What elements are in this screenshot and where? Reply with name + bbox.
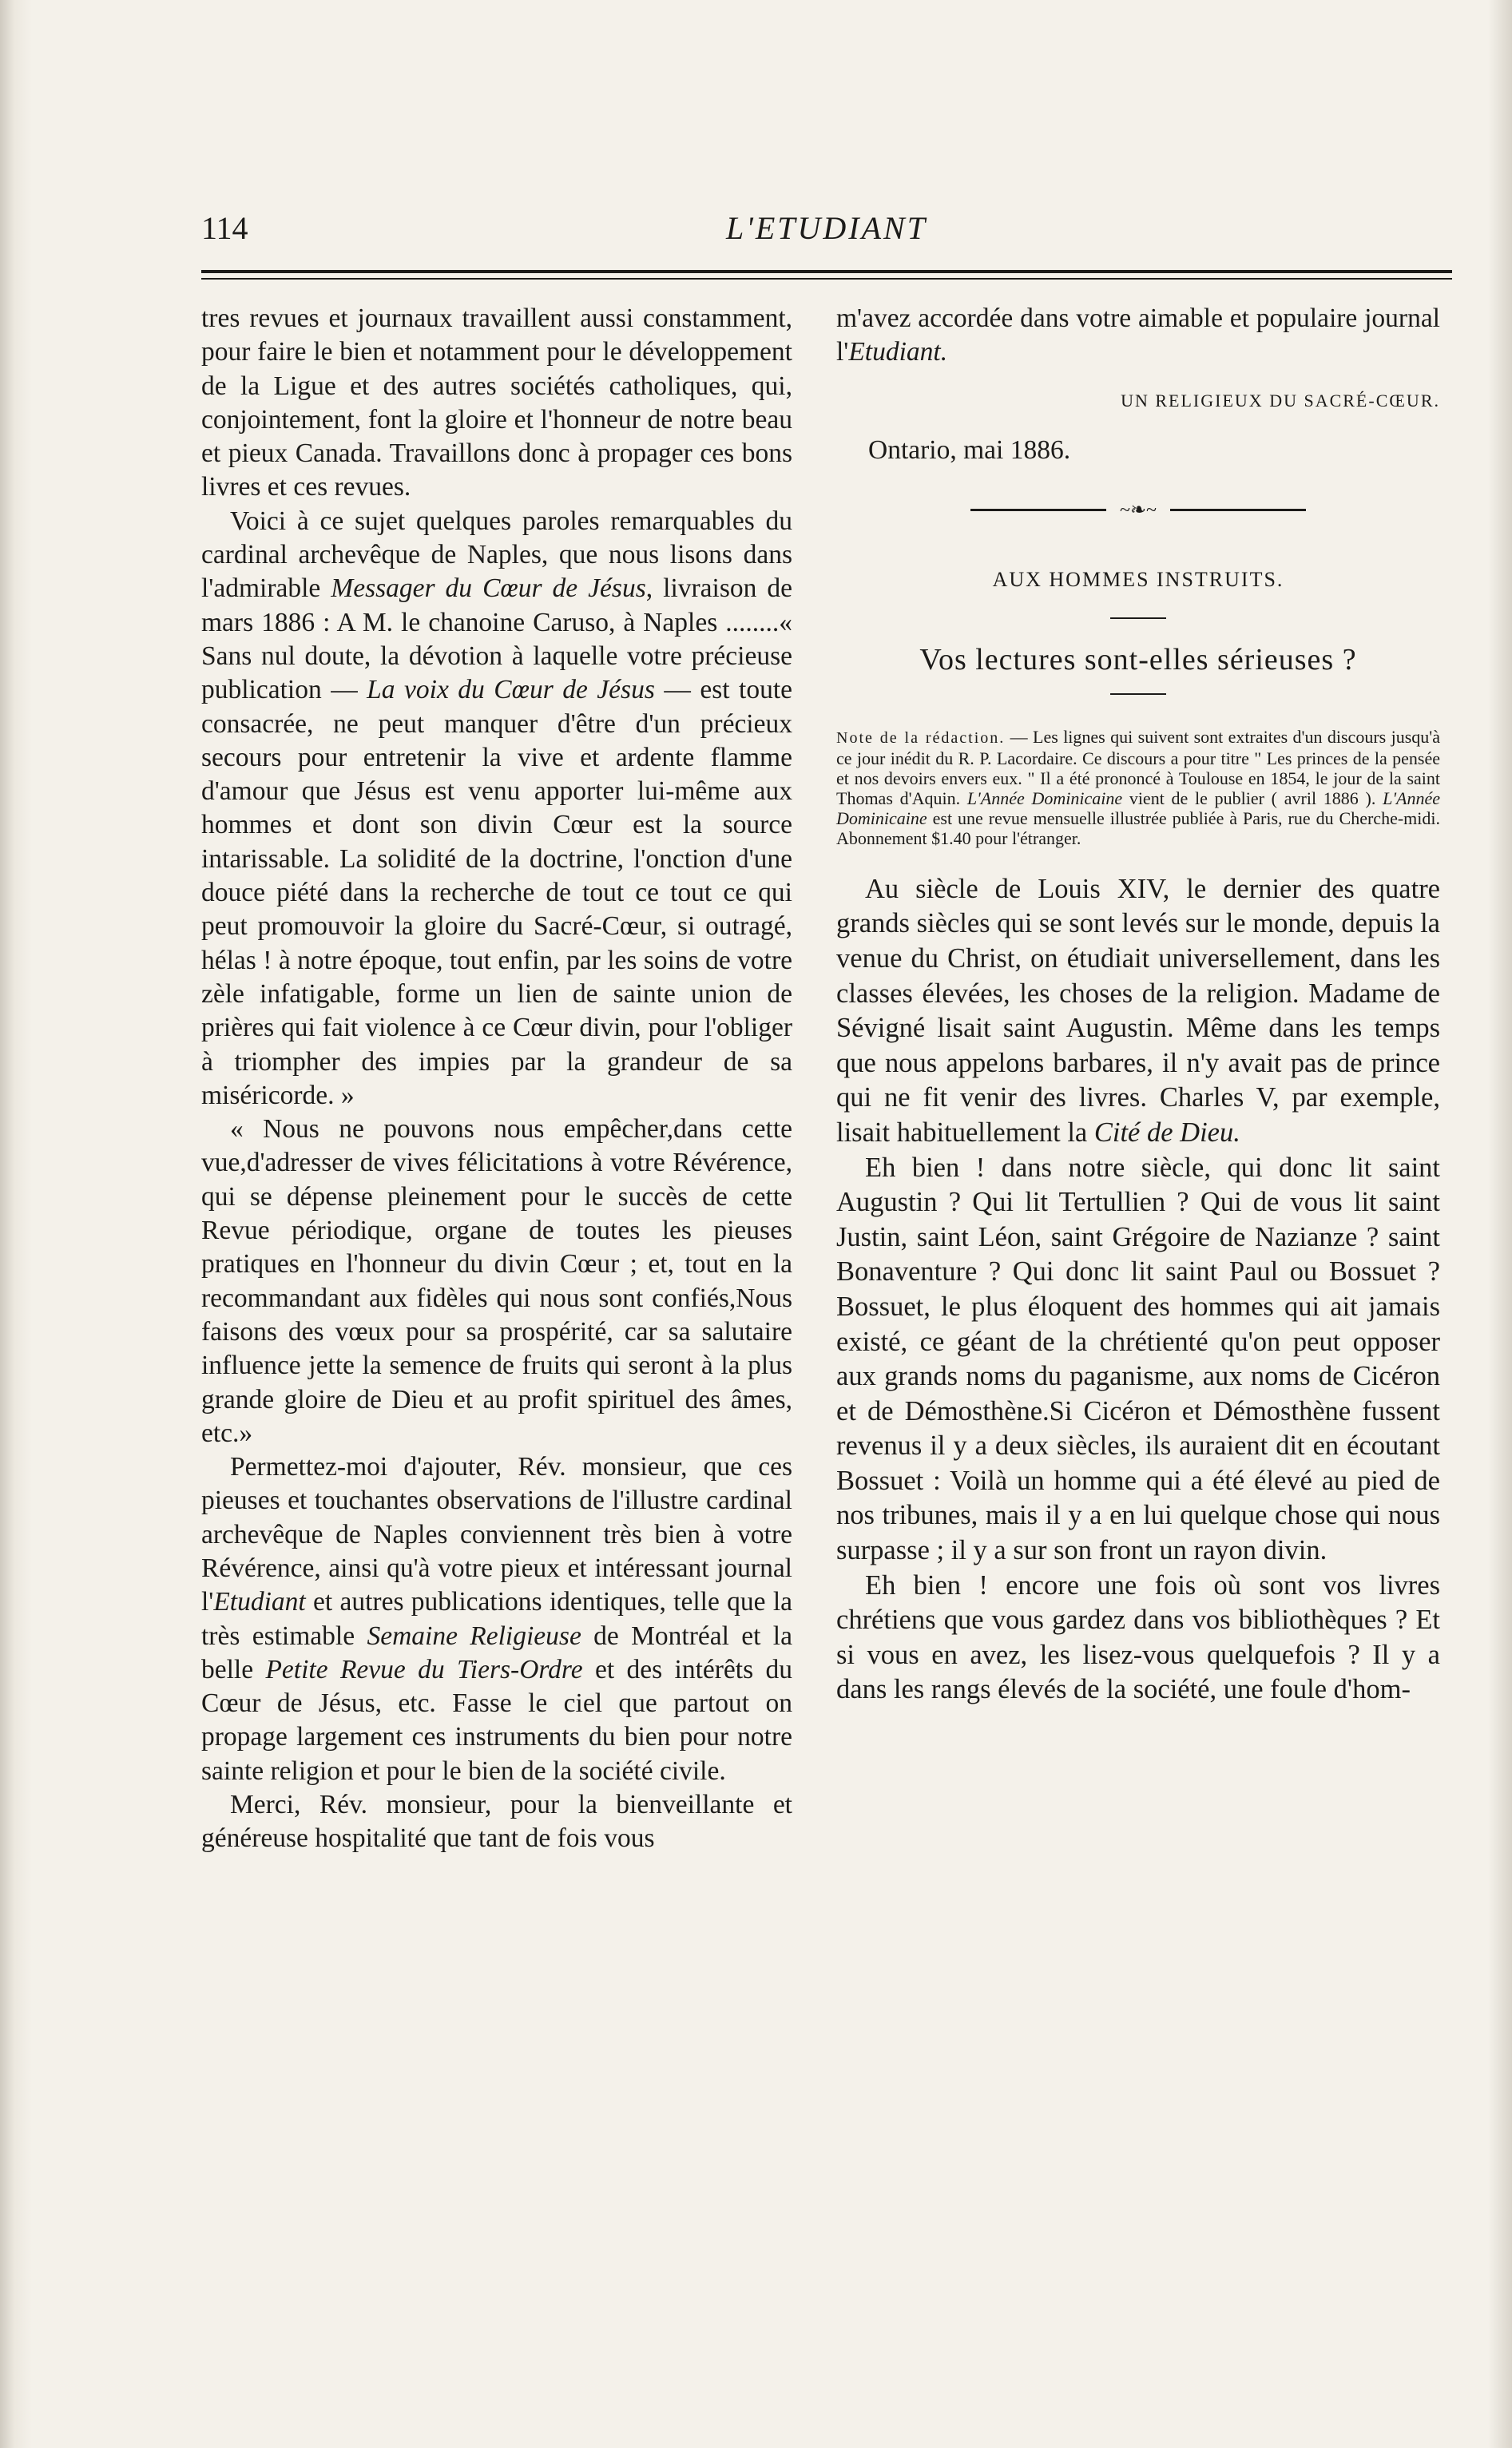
italic-annee-dominicaine: L'Année Dominicaine: [966, 788, 1123, 808]
left-paragraph-4: [201, 1450, 792, 1788]
letter-dateline: Ontario, mai 1886.: [868, 434, 1071, 465]
text-run: — Les lignes qui suivent sont extraites d'un discours jusqu'à ce jour inédit du R. P. Lacordaire. Ce discours a pour titre " Les princes de la pensée et nos devoirs envers eux. " Il a été prononcé à Toulouse en 1854, le jour de la saint Thomas d'Aquin.: [836, 726, 1440, 808]
section-ornament: [970, 499, 1306, 522]
italic-title-messager: Messager du Cœur de Jésus: [331, 573, 646, 604]
right-column: [836, 302, 1440, 1708]
left-paragraph-2: [201, 505, 792, 1113]
right-paragraph-0: [836, 302, 1440, 370]
page-number: 114: [201, 210, 248, 246]
text-run: et autres publications identiques, telle que la très estimable: [201, 1587, 792, 1651]
short-rule: [1110, 693, 1166, 695]
editorial-note: [836, 727, 1440, 848]
left-paragraph-5: Merci, Rév. monsieur, pour la bienveillante et généreuse hospitalité que tant de fois vous: [201, 1790, 792, 1854]
running-title: L'ETUDIANT: [726, 210, 927, 246]
italic-title-voix: La voix du Cœur de Jésus: [367, 675, 655, 705]
italic-cite-de-dieu: Cité de Dieu.: [1093, 1117, 1240, 1148]
left-column: [201, 302, 792, 1856]
text-run: de Montréal et la belle: [201, 1621, 792, 1684]
italic-petite-revue: Petite Revue du Tiers-Ordre: [265, 1654, 583, 1684]
short-rule: [1110, 617, 1166, 619]
italic-annee-dominicaine: L'Année Dominicaine: [836, 788, 1440, 828]
text-run: m'avez accordée dans votre aimable et populaire journal l': [836, 304, 1440, 367]
left-paragraph-1: tres revues et journaux travaillent aussi constamment, pour faire le bien et notamment pour le développement de la Ligue et des autres sociétés catholiques, qui, conjointement, font la gloire et l'honneur de notre beau et pieux Canada. Travaillons donc à propager ces bons livres et ces revues.: [201, 304, 792, 502]
note-label: Note de la rédaction.: [836, 728, 1006, 747]
text-run: Au siècle de Louis XIV, le dernier des quatre grands siècles qui se sont levés sur le monde, depuis la venue du Christ, on étudiait universellement, dans les classes élevées, les choses de la religion. Madame de Sévigné lisait saint Augustin. Même dans les temps que nous appelons barbares, il n'y avait pas de prince qui ne fit venir des livres. Charles V, par exemple, lisait habituellement la: [836, 873, 1440, 1148]
article-paragraph-2: Eh bien ! dans notre siècle, qui donc lit saint Augustin ? Qui lit Tertullien ? Qui de vous lit saint Justin, saint Léon, saint Grégoire de Nazianze ? saint Bonaventure ? Qui donc lit saint Paul ou Bossuet ? Bossuet, le plus éloquent des hommes qui ait jamais existé, ce géant de la chrétienté qu'on peut opposer aux grands noms du paganisme, aux noms de Cicéron et de Démosthène.Si Cicéron et Démosthène fussent revenus il y a deux siècles, ils auraient dit en écoutant Bossuet : Voilà un homme qui a été élevé au pied de nos tribunes, mais il y a en lui quelque chose qui nous surpasse ; il y a sur son front un rayon divin.: [836, 1152, 1440, 1566]
italic-etudiant: Etudiant.: [848, 337, 948, 367]
text-run: Permettez-moi d'ajouter, Rév. monsieur, que ces pieuses et touchantes observations de l'illustre cardinal archevêque de Naples conviennent très bien à votre Révérence, ainsi qu'à votre pieux et intéressant journal l': [201, 1452, 792, 1617]
italic-semaine-religieuse: Semaine Religieuse: [367, 1621, 581, 1651]
page-right-edge-shadow: [1488, 0, 1512, 2448]
ornament-flourish-icon: ~❧~: [1119, 500, 1157, 522]
text-run: — est toute consacrée, ne peut manquer d'être d'un précieux secours pour entretenir la vive et ardente flamme d'amour que Jésus est venu apporter lui-même aux hommes et dont son divin Cœur est la source intarissable. La solidité de la doctrine, l'onction d'une douce piété dans la recherche de tout ce tout ce qui peut promouvoir la gloire du Sacré-Cœur, si outragé, hélas ! à notre époque, tout enfin, par les soins de votre zèle infatigable, forme un lien de sainte union de prières qui fait violence à ce Cœur divin, pour l'obliger à triompher des impies par la grandeur de sa miséricorde. »: [201, 675, 792, 1110]
text-run: et des intérêts du Cœur de Jésus, etc. Fasse le ciel que partout on propage largement ces instruments du bien pour notre sainte religion et pour le bien de la société civile.: [201, 1654, 793, 1786]
section-heading: AUX HOMMES INSTRUITS.: [992, 568, 1284, 592]
ornament-bar-left: [970, 509, 1106, 511]
text-run: est une revue mensuelle illustrée publiée à Paris, rue du Cherche-midi. Abonnement $1.40 pour l'étranger.: [836, 807, 1440, 848]
page-header: [201, 209, 1452, 265]
left-paragraph-3: « Nous ne pouvons nous empêcher,dans cette vue,d'adresser de vives félicitations à votre Révérence, qui se dépense pleinement pour le succès de cette Revue périodique, organe de toutes les pieuses pratiques en l'honneur du divin Cœur ; et, tout en la recommandant aux fidèles qui nous sont confiés,Nous faisons des vœux pour sa prospérité, car sa salutaire influence jette la semence de fruits qui seront à la plus grande gloire de Dieu et au profit spirituel des âmes, etc.»: [201, 1114, 792, 1448]
text-run: vient de le publier ( avril 1886 ).: [1122, 788, 1383, 808]
article-body: [836, 872, 1440, 1708]
ornament-bar-right: [1170, 509, 1306, 511]
header-rule-thick: [201, 270, 1452, 273]
article-paragraph-3: Eh bien ! encore une fois où sont vos livres chrétiens que vous gardez dans vos bibliothèques ? Et si vous en avez, les lisez-vous quelquefois ? Il y a dans les rangs élevés de la société, une foule d'hom-: [836, 1569, 1440, 1705]
text-run: Voici à ce sujet quelques paroles remarquables du cardinal archevêque de Naples, que nous lisons dans l'admirable: [201, 506, 792, 604]
article-paragraph-1: [836, 872, 1440, 1151]
header-rule-thin: [201, 278, 1452, 280]
text-run: , livraison de mars 1886 : A M. le chanoine Caruso, à Naples ........« Sans nul doute, la dévotion à laquelle votre précieuse publication —: [201, 573, 792, 705]
article-title: Vos lectures sont-elles sérieuses ?: [919, 643, 1357, 677]
page-left-edge-shadow: [0, 0, 32, 2448]
italic-etudiant: Etudiant: [213, 1587, 306, 1617]
letter-signature: UN RELIGIEUX DU SACRÉ-CŒUR.: [1121, 390, 1440, 411]
